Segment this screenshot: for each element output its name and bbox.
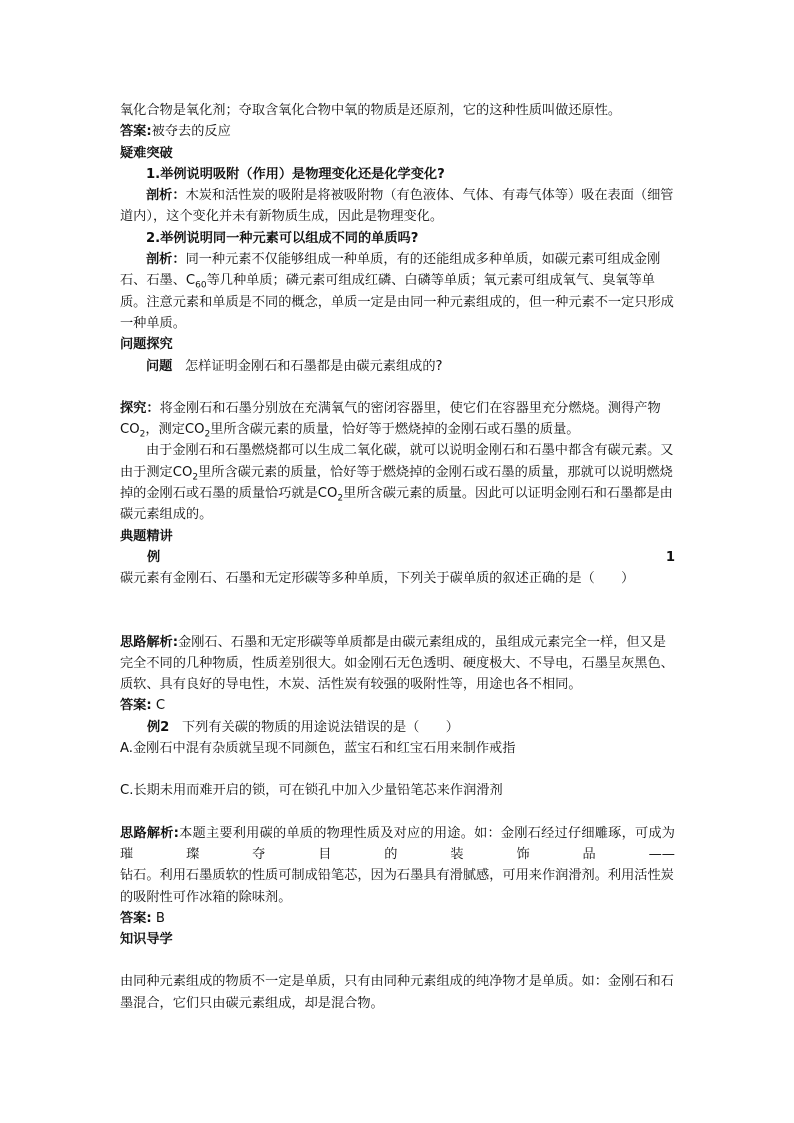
example-2-question — [120, 717, 675, 738]
answer-text: B — [151, 910, 165, 926]
example-1-header — [120, 547, 675, 568]
question-2: 2.举例说明同一种元素可以组成不同的单质吗? — [146, 230, 419, 246]
intro-line: 氧化合物是氧化剂；夺取含氧化合物中氧的物质是还原剂，它的这种性质叫做还原性。 — [120, 103, 622, 118]
analysis-label: 思路解析: — [120, 825, 179, 841]
example-1-answer — [120, 695, 675, 716]
question-1: 1.举例说明吸附（作用）是物理变化还是化学变化? — [146, 166, 445, 182]
section-heading-examples: 典题精讲 — [120, 528, 173, 544]
analysis-2 — [120, 249, 675, 334]
example-2-analysis-rest: 钻石。利用石墨质软的性质可制成铅笔芯，因为石墨具有滑腻感，可用来作润滑剂。利用活性炭的吸附性可作冰箱的除味剂。 — [120, 868, 674, 905]
explore-label: 探究： — [120, 400, 160, 416]
analysis-text: 金刚石、石墨和无定形碳等单质都是由碳元素组成的，虽组成元素完全一样，但又是完全不同的几种物质，性质差别很大。如金刚石无色透明、硬度极大、不导电，石墨呈灰黑色、质软、具有良好的导电性，木炭、活性炭有较强的吸附性等，用途也各不相同。 — [120, 634, 674, 693]
example-1-question: 碳元素有金刚石、石墨和无定形碳等多种单质，下列关于碳单质的叙述正确的是（ ） — [120, 571, 635, 587]
example-2-option-c: C.长期未用而难开启的锁，可在锁孔中加入少量铅笔芯来作润滑剂 — [120, 783, 503, 799]
example-2-answer — [120, 908, 675, 929]
spacer — [120, 377, 675, 398]
spacer — [120, 590, 675, 632]
example-label: 例2 — [147, 719, 170, 735]
explore-text-a: 将金刚石和石墨分别放在充满氧气的密闭容器里，使它们在容器里充分燃烧。测得产物CO — [120, 400, 661, 438]
example-label: 例 — [147, 549, 161, 565]
analysis-text-b: 等几种单质；磷元素可组成红磷、白磷等单质；氧元素可组成氧气、臭氧等单质。注意元素和单质是不同的概念，单质一定是由同一种元素组成的，但一种元素不一定只形成一种单质。 — [120, 273, 674, 331]
analysis-text: 木炭和活性炭的吸附是将被吸附物（有色液体、气体、有毒气体等）吸在表面（细管道内），这个变化并未有新物质生成，因此是物理变化。 — [120, 188, 674, 225]
subscript: 2 — [204, 429, 211, 440]
section-heading-doubt: 疑难突破 — [120, 145, 173, 161]
analysis-text-a: 同一种元素不仅能够组成一种单质，有的还能组成多种单质，如碳元素可组成金刚石、石墨、C — [120, 252, 661, 289]
example-text: 下列有关碳的物质的用途说法错误的是（ ） — [181, 719, 459, 735]
spacer — [120, 802, 675, 823]
explanation-text-a: 由于金刚石和石墨燃烧都可以生成二氧化碳，就可以说明金刚石和石墨中都含有碳元素。又由于测定CO — [120, 443, 674, 480]
analysis-text-a: 本题主要利用碳的单质的物理性质及对应的用途。如：金刚石经过仔细雕琢，可成为璀璨夺目的装饰品—— — [120, 825, 675, 862]
answer-label: 答案: — [120, 910, 152, 926]
answer-label: 答案: — [120, 124, 152, 140]
problem-question — [120, 356, 675, 377]
answer-label: 答案: — [120, 698, 152, 714]
problem-text: 怎样证明金刚石和石墨都是由碳元素组成的? — [184, 358, 443, 374]
analysis-label: 思路解析: — [120, 634, 179, 650]
explanation-text-c: 里所含碳元素的质量。因此可以证明金刚石和石墨都是由碳元素组成的。 — [120, 486, 673, 523]
subscript: 60 — [195, 281, 207, 292]
subscript: 2 — [139, 429, 146, 440]
answer-text: 被夺去的反应 — [151, 124, 231, 140]
example-2-analysis-line — [120, 823, 675, 866]
explanation-text-b: 里所含碳元素的质量，恰好等于燃烧掉的金刚石或石墨的质量，那就可以说明燃烧掉的金刚石或石墨的质量恰巧就是CO — [120, 464, 673, 502]
analysis-1 — [120, 185, 675, 228]
section-heading-problem: 问题探究 — [120, 337, 173, 353]
explore-text-c: 里所含碳元素的质量，恰好等于燃烧掉的金刚石或石墨的质量。 — [210, 422, 580, 438]
spacer — [120, 759, 675, 780]
intro-answer — [120, 121, 675, 142]
analysis-label: 剖析： — [146, 188, 186, 204]
spacer — [120, 950, 675, 971]
section-heading-guide: 知识导学 — [120, 932, 173, 948]
example-number: 1 — [665, 549, 675, 565]
example-1-analysis — [120, 632, 675, 696]
explore-paragraph — [120, 398, 675, 441]
example-2-option-a: A.金刚石中混有杂质就呈现不同颜色，蓝宝石和红宝石用来制作戒指 — [120, 741, 516, 757]
explore-explanation — [120, 440, 675, 525]
answer-text: C — [151, 698, 166, 714]
problem-label: 问题 — [146, 358, 173, 374]
explore-text-b: ，测定CO — [145, 422, 205, 438]
subscript: 2 — [192, 472, 199, 483]
subscript: 2 — [337, 493, 344, 504]
analysis-label: 剖析： — [146, 252, 186, 268]
guide-text: 由同种元素组成的物质不一定是单质，只有由同种元素组成的纯净物才是单质。如：金刚石和石墨混合，它们只由碳元素组成，却是混合物。 — [120, 974, 674, 1011]
document-page — [120, 100, 675, 1014]
